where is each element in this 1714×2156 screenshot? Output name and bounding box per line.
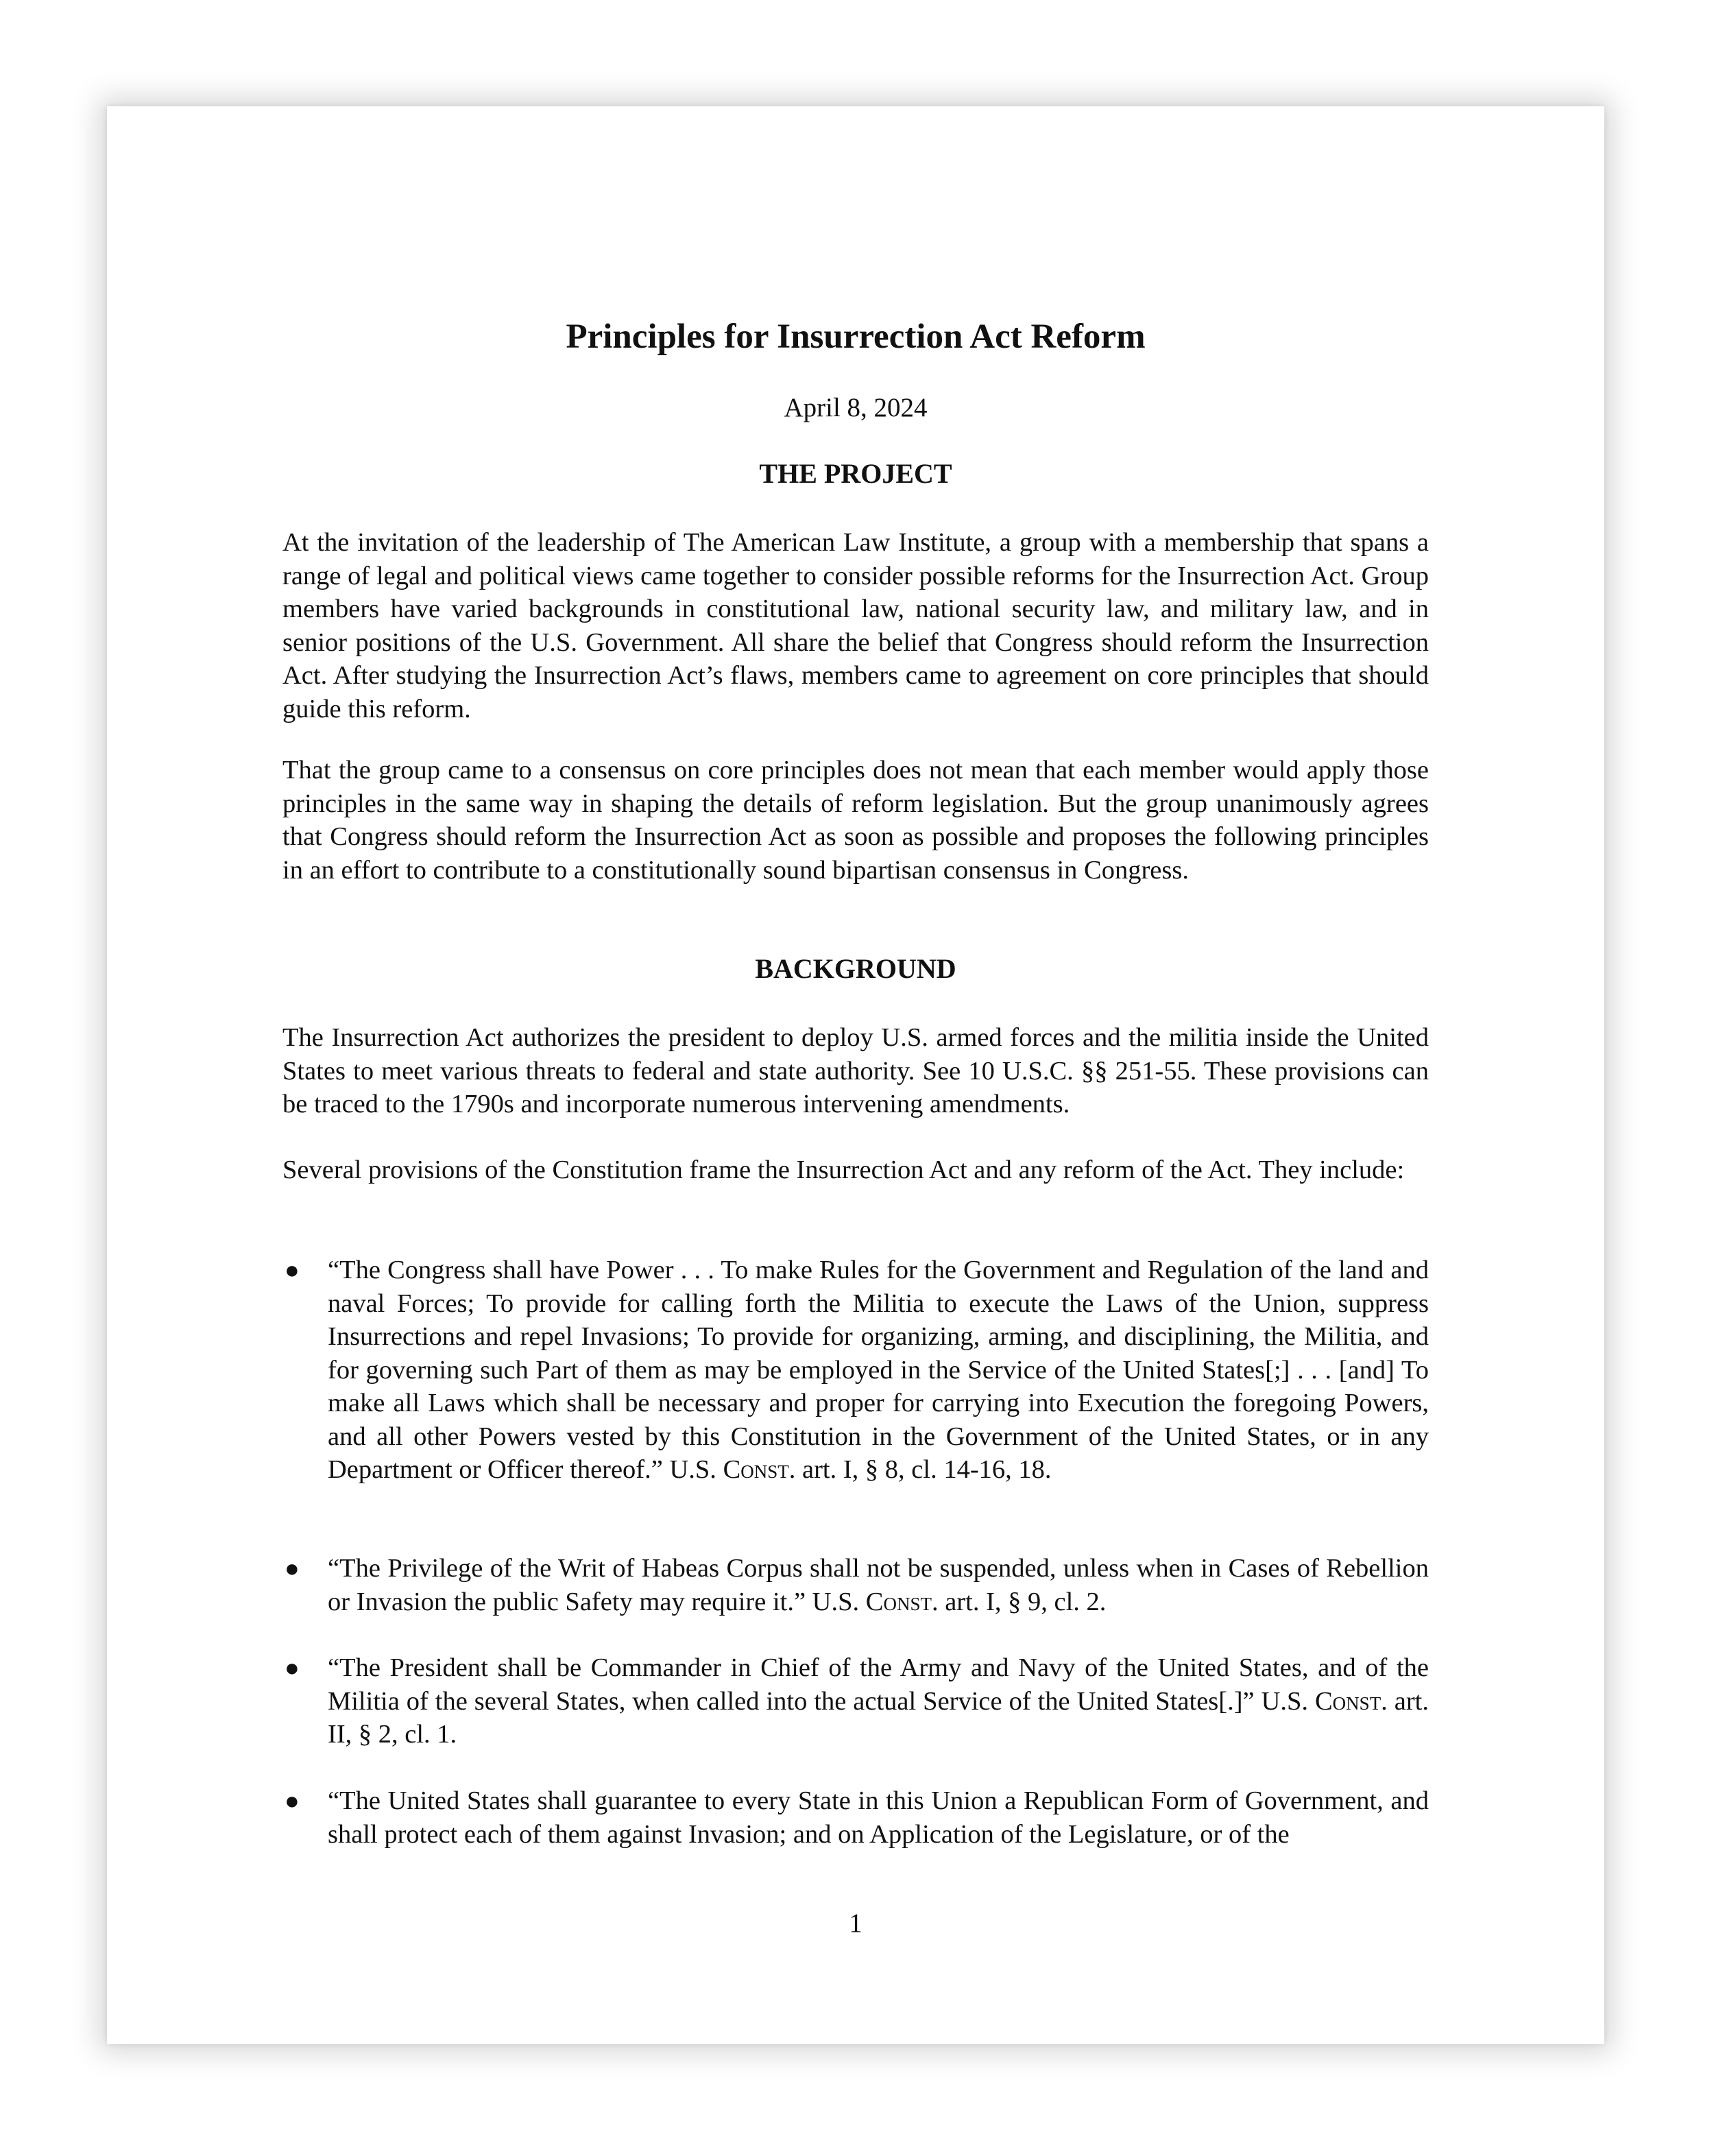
bullet-text-2	[328, 1552, 1429, 1618]
project-paragraph-1: At the invitation of the leadership of The American Law Institute, a group with a membership that spans a range of legal and political views came together to consider possible reforms for the Insurrection Act. Group members have varied backgrounds in constitutional law, national security law, and military law, and in senior positions of the U.S. Government. All share the belief that Congress should reform the Insurrection Act. After studying the Insurrection Act’s flaws, members came to agreement on core principles that should guide this reform.	[282, 528, 1429, 723]
bullet-marker: ●	[285, 1256, 300, 1284]
bullet-item-1	[282, 1254, 1429, 1487]
bullet-citation-sc-2: Const.	[865, 1587, 939, 1616]
bullet-item-4	[282, 1784, 1429, 1851]
bullet-citation-tail-3: art. II, § 2, cl. 1.	[328, 1686, 1429, 1749]
document-date: April 8, 2024	[784, 393, 928, 422]
bullet-citation-tail-2: art. I, § 9, cl. 2.	[938, 1587, 1107, 1616]
bullet-citation-tail-1: art. I, § 8, cl. 14-16, 18.	[795, 1455, 1052, 1484]
bullet-quote-2: “The Privilege of the Writ of Habeas Corpus shall not be suspended, unless when in Cases of Rebellion or Invasion the public Safety may require it.” U.S.	[328, 1554, 1429, 1616]
background-paragraph-2: Several provisions of the Constitution frame the Insurrection Act and any reform of the Act. They include:	[282, 1155, 1405, 1184]
background-paragraph-1: The Insurrection Act authorizes the president to deploy U.S. armed forces and the militia inside the United States to meet various threats to federal and state authority. See 10 U.S.C. §§ 251-55. These provisions can be traced to the 1790s and incorporate numerous intervening amendments.	[282, 1023, 1429, 1118]
document-title: Principles for Insurrection Act Reform	[566, 318, 1146, 356]
bullet-text-3	[328, 1651, 1429, 1751]
project-paragraph-2: That the group came to a consensus on core principles does not mean that each member would apply those principles in the same way in shaping the details of reform legislation. But the group unanimously agrees that Congress should reform the Insurrection Act as soon as possible and proposes the following principles in an effort to contribute to a constitutionally sound bipartisan consensus in Congress.	[282, 756, 1429, 885]
bullet-marker: ●	[285, 1555, 300, 1582]
bullet-marker: ●	[285, 1654, 300, 1681]
bullet-quote-4: “The United States shall guarantee to every State in this Union a Republican Form of Government, and shall protect each of them against Invasion; and on Application of the Legislature, or of the	[328, 1786, 1429, 1849]
bullet-citation-sc-3: Const.	[1315, 1686, 1388, 1716]
page-number: 1	[849, 1908, 862, 1938]
bullet-citation-sc-1: Const.	[723, 1455, 796, 1484]
bullet-marker: ●	[285, 1787, 300, 1814]
bullet-text-4	[328, 1784, 1429, 1851]
document-page	[107, 106, 1604, 2044]
bullet-text-1	[328, 1254, 1429, 1487]
bullet-quote-3: “The President shall be Commander in Chief of the Army and Navy of the United States, and of the Militia of the several States, when called into the actual Service of the United States[.]” U.S.	[328, 1653, 1429, 1716]
bullet-quote-1: “The Congress shall have Power . . . To make Rules for the Government and Regulation of the land and naval Forces; To provide for calling forth the Militia to execute the Laws of the Union, suppress Insurrections and repel Invasions; To provide for organizing, arming, and disciplining, the Militia, and for governing such Part of them as may be employed in the Service of the United States[;] . . . [and] To make all Laws which shall be necessary and proper for carrying into Execution the foregoing Powers, and all other Powers vested by this Constitution in the Government of the United States, or in any Department or Officer thereof.” U.S.	[328, 1256, 1429, 1484]
bullet-item-3	[282, 1651, 1429, 1751]
section-heading-project: THE PROJECT	[759, 458, 952, 489]
bullet-item-2	[282, 1552, 1429, 1618]
section-heading-background: BACKGROUND	[755, 953, 956, 984]
